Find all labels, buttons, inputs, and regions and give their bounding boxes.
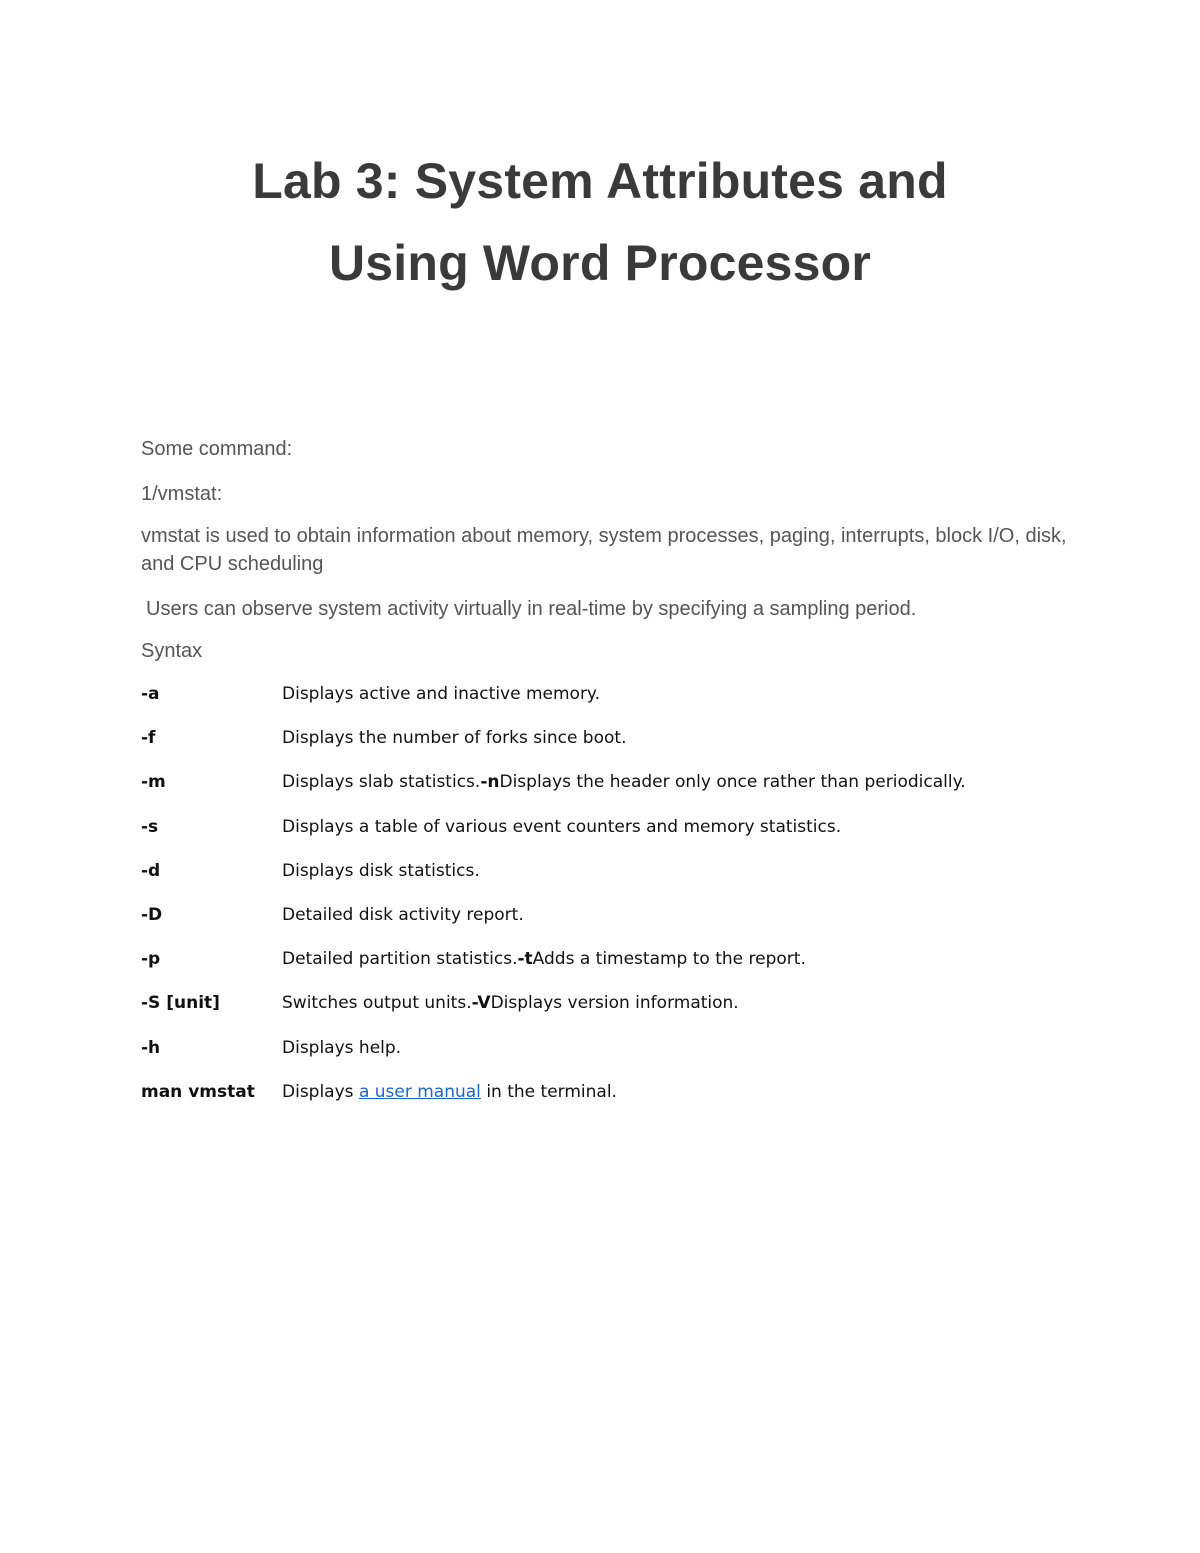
option-flag: -D [141, 904, 163, 925]
option-flag: -h [141, 1037, 161, 1058]
option-flag: -S [unit] [141, 993, 220, 1014]
option-description-text: Displays the header only once rather than periodically. [499, 772, 966, 793]
option-description-text: Detailed partition statistics. [282, 949, 518, 970]
inline-option-flag: -V [471, 993, 491, 1014]
option-description: Displays disk statistics. [282, 860, 480, 881]
table-row [141, 1078, 1081, 1122]
options-table [141, 680, 1081, 1122]
option-flag: man vmstat [141, 1081, 255, 1102]
option-flag: -f [141, 728, 156, 749]
option-description [282, 1078, 1081, 1106]
section-heading: 1/vmstat: [141, 483, 223, 505]
option-flag: -d [141, 860, 161, 881]
table-row [141, 1034, 1081, 1078]
option-description [282, 768, 1081, 796]
option-description-text: Displays slab statistics. [282, 772, 481, 793]
option-flag: -s [141, 816, 159, 837]
syntax-label: Syntax [141, 640, 203, 662]
intro-text: Some command: [141, 438, 293, 460]
table-row [141, 680, 1081, 724]
page-title [0, 140, 1200, 304]
option-description-text: Switches output units. [282, 993, 472, 1014]
option-description-text: Displays [282, 1081, 359, 1102]
user-manual-link[interactable]: a user manual [358, 1081, 481, 1102]
option-description: Displays active and inactive memory. [282, 684, 600, 704]
option-description-text: Adds a timestamp to the report. [532, 949, 806, 970]
option-description-text: in the terminal. [480, 1081, 617, 1102]
table-row [141, 724, 1081, 768]
option-flag: -p [141, 949, 161, 970]
table-row [141, 989, 1081, 1033]
description-paragraph: vmstat is used to obtain information about memory, system processes, paging, interrupts, block I/O, disk, and CPU scheduling [141, 525, 1067, 575]
table-row [141, 813, 1081, 857]
option-description: Detailed disk activity report. [282, 904, 524, 925]
option-flag: -m [141, 772, 166, 793]
option-description [282, 945, 1081, 973]
inline-option-flag: -n [480, 772, 500, 793]
option-description: Displays the number of forks since boot. [282, 728, 627, 749]
option-description [282, 989, 1081, 1017]
table-row [141, 901, 1081, 945]
option-description: Displays a table of various event counters and memory statistics. [282, 816, 842, 837]
users-note-paragraph: Users can observe system activity virtually in real-time by specifying a sampling period. [146, 598, 917, 620]
option-description-text: Displays version information. [490, 993, 739, 1014]
inline-option-flag: -t [517, 949, 533, 970]
table-row [141, 857, 1081, 901]
table-row [141, 768, 1081, 812]
option-flag: -a [141, 684, 160, 704]
option-description: Displays help. [282, 1037, 402, 1058]
page-title-line-2: Using Word Processor [328, 235, 872, 291]
page-title-line-1: Lab 3: System Attributes and [252, 153, 948, 209]
table-row [141, 945, 1081, 989]
